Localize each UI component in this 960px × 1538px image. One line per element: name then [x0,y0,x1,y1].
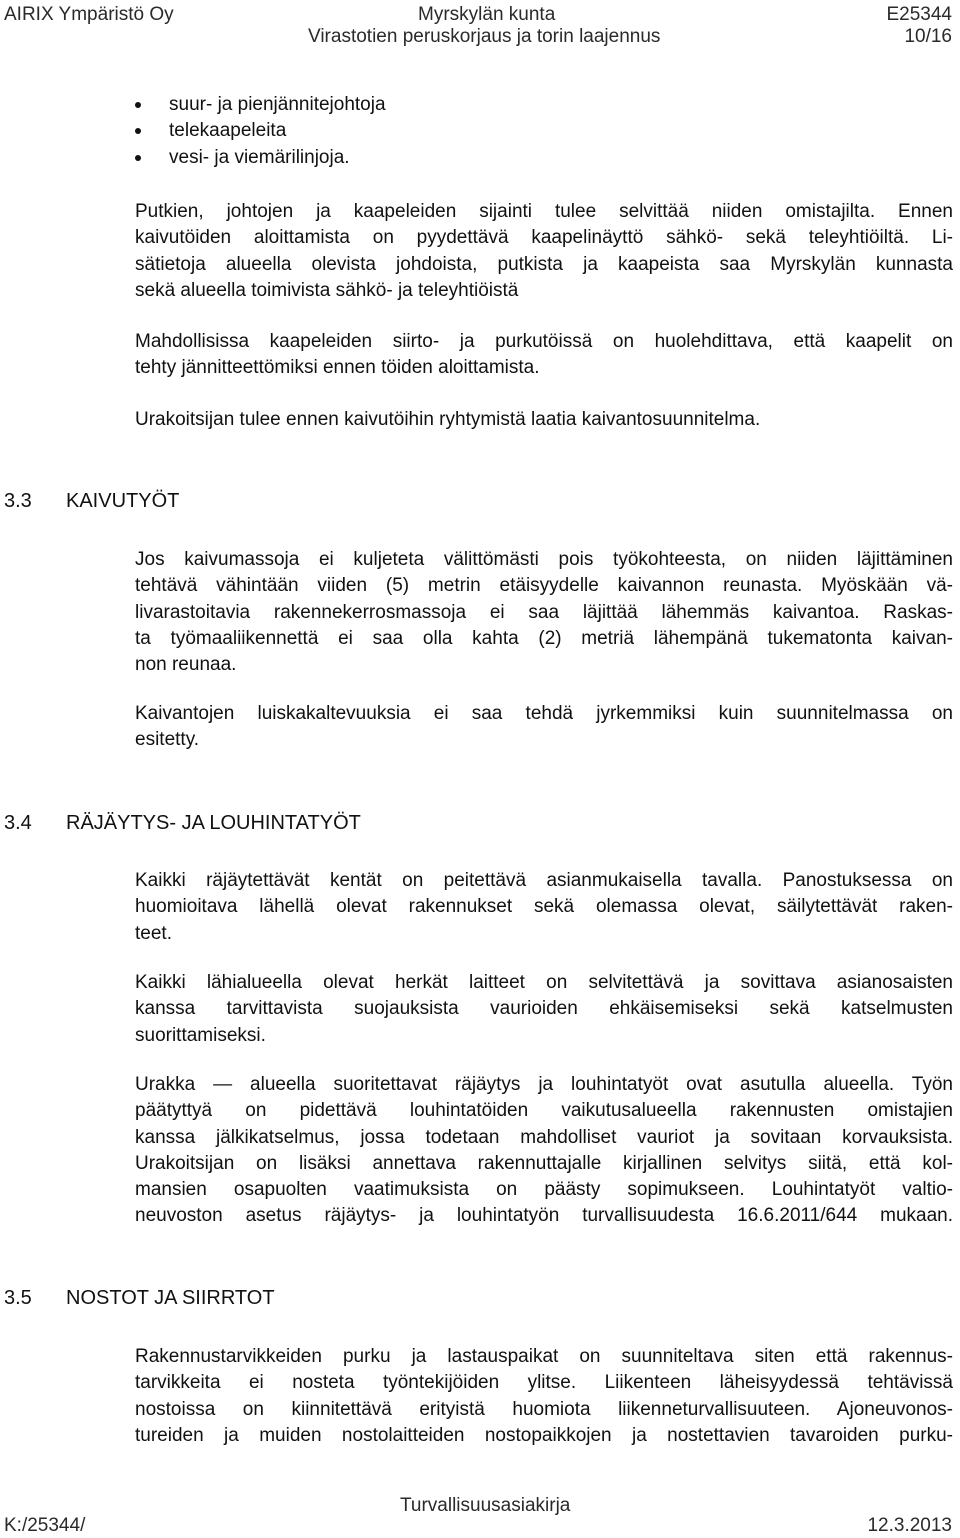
section-title: KAIVUTYÖT [66,490,180,512]
bullet-dot-icon [135,128,141,134]
bullet-item: telekaapeleita [135,118,386,144]
paragraph: Mahdollisissa kaapeleiden siirto- ja purkutöissä on huolehdittava, että kaapelit on tehty jännitteettömiksi ennen töiden aloittamista. [135,331,953,379]
paragraph: Jos kaivumassoja ei kuljeteta välittömästi pois työkohteesta, on niiden läjittäminen tehtävä vähintään viiden (5) metrin etäisyydelle kaivannon reunasta. Myöskään vä- livarastoitavia rakennekerrosmassoja ei saa läjittää lähemmäs kaivantoa. Raskas- ta työmaaliikennettä ei saa olla kahta (2) metriä lähempänä tukematonta kaivan- non reunaa. [135,549,953,676]
section-number: 3.5 [4,1287,32,1309]
paragraph: Putkien, johtojen ja kaapeleiden sijainti tulee selvittää niiden omistajilta. Ennen kaivutöiden aloittamista on pyydettävä kaapelinäyttö sähkö- sekä teleyhtiöiltä. Li- sätietoja alueella olevista johdoista, putkista ja kaapeista saa Myrskylän kunnasta sekä alueella toimivista sähkö- ja teleyhtiöistä [135,201,953,301]
bullet-item: suur- ja pienjännitejohtoja [135,92,386,118]
section-number: 3.4 [4,812,32,834]
paragraph: Kaikki räjäytettävät kentät on peitettävä asianmukaisella tavalla. Panostuksessa on huomioitava lähellä olevat rakennukset sekä olemassa olevat, säilytettävät raken- teet. [135,870,953,944]
header-company: AIRIX Ympäristö Oy [4,4,174,25]
paragraph: Urakoitsijan tulee ennen kaivutöihin ryhtymistä laatia kaivantosuunnitelma. [135,409,761,430]
bullet-dot-icon [135,155,141,161]
header-page-number: 10/16 [904,26,952,47]
footer-date: 12.3.2013 [867,1515,952,1536]
footer-classification: Turvallisuusasiakirja [400,1495,571,1516]
header-client: Myrskylän kunta [418,4,556,25]
section-title: RÄJÄYTYS- JA LOUHINTATYÖT [66,812,361,834]
paragraph: Kaikki lähialueella olevat herkät laitteet on selvitettävä ja sovittava asianosaisten kanssa tarvittavista suojauksista vaurioiden ehkäisemiseksi sekä katselmusten suorittamiseksi. [135,972,953,1046]
paragraph: Kaivantojen luiskakaltevuuksia ei saa tehdä jyrkemmiksi kuin suunnitelmassa on esitetty. [135,703,953,751]
bullet-item: vesi- ja viemärilinjoja. [135,145,386,171]
header-project-title: Virastotien peruskorjaus ja torin laajennus [308,26,661,47]
section-title: NOSTOT JA SIIRRTOT [66,1287,275,1309]
header-project-number: E25344 [886,4,952,25]
section-number: 3.3 [4,490,32,512]
footer-path: K:/25344/ [4,1515,86,1536]
bullet-dot-icon [135,102,141,108]
paragraph: Rakennustarvikkeiden purku ja lastauspaikat on suunniteltava siten että rakennus- tarvikkeita ei nosteta työntekijöiden ylitse. Liikenteen läheisyydessä tehtävissä nostoissa on kiinnitettävä erityistä huomiota liikenneturvallisuuteen. Ajoneuvonos- tureiden ja muiden nostolaitteiden nostopaikkojen ja nostettavien tavaroiden purku- [135,1346,953,1446]
bullet-list [135,92,386,171]
paragraph: Urakka — alueella suoritettavat räjäytys ja louhintatyöt ovat asutulla alueella. Työn päätyttyä on pidettävä louhintatöiden vaikutusalueella rakennusten omistajien kanssa jälkikatselmus, jossa todetaan mahdolliset vauriot ja sovitaan korvauksista. Urakoitsijan on lisäksi annettava rakennuttajalle kirjallinen selvitys siitä, että kol- mansien osapuolten vaatimuksista on päästy sopimukseen. Louhintatyöt valtio- neuvoston asetus räjäytys- ja louhintatyön turvallisuudesta 16.6.2011/644 mukaan. [135,1074,953,1227]
